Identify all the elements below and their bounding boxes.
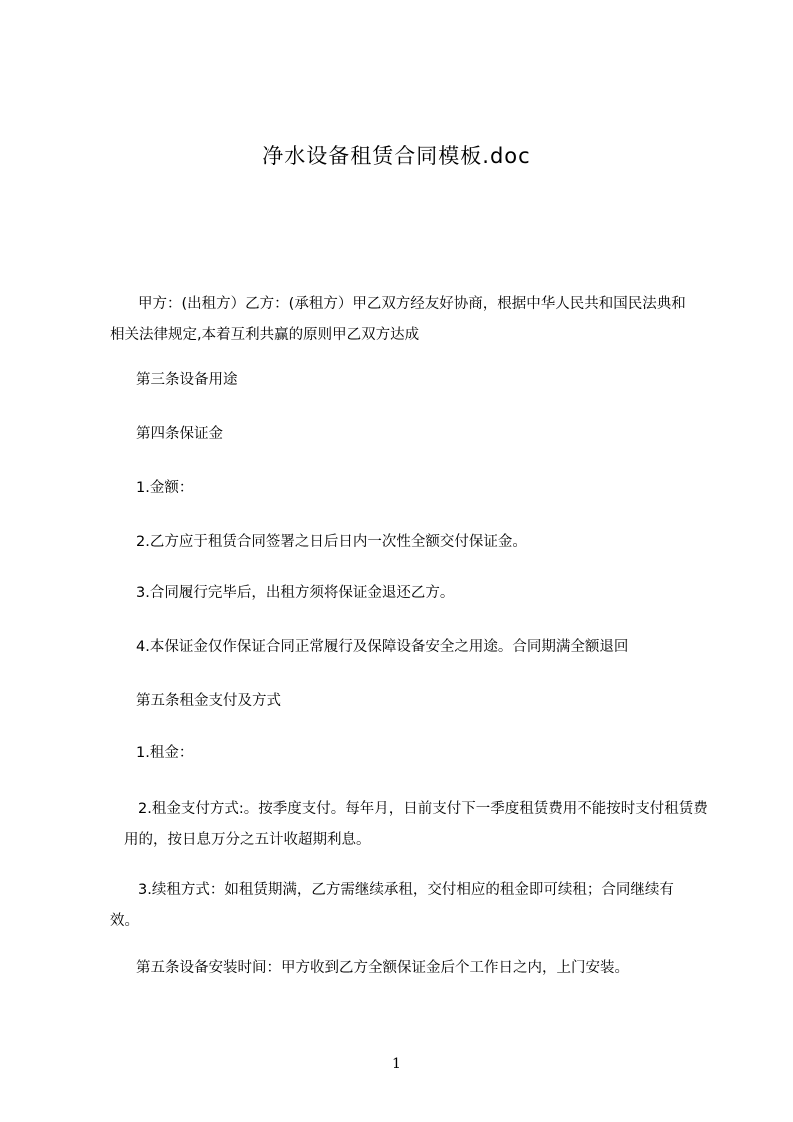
list-item-amount: 1.金额：	[136, 480, 194, 496]
section-heading-article-5-installation: 第五条设备安装时间：甲方收到乙方全额保证金后个工作日之内，上门安装。	[136, 960, 629, 976]
list-item-rent-payment-method: 2.租金支付方式:。按季度支付。每年月，日前支付下一季度租赁费用不能按时支付租赁费用的，按日息万分之五计收超期利息。	[124, 801, 708, 848]
list-item-deposit-payment: 2.乙方应于租赁合同签署之日后日内一次性全额交付保证金。	[136, 534, 527, 550]
list-item-deposit-purpose: 4.本保证金仅作保证合同正常履行及保障设备安全之用途。合同期满全额退回	[136, 639, 629, 655]
page-number: 1	[392, 1056, 401, 1072]
section-heading-article-3: 第三条设备用途	[136, 372, 238, 388]
section-heading-article-5-rent: 第五条租金支付及方式	[136, 693, 281, 709]
paragraph-intro: 甲方：(出租方）乙方：(承租方）甲乙双方经友好协商，根据中华人民共和国民法典和相关法律规定,本着互利共赢的原则甲乙双方达成	[110, 296, 686, 343]
list-item-deposit-refund: 3.合同履行完毕后，出租方须将保证金退还乙方。	[136, 585, 455, 601]
document-title: 净水设备租赁合同模板.doc	[262, 144, 531, 168]
list-item-renewal-method: 3.续租方式：如租赁期满，乙方需继续承租，交付相应的租金即可续租；合同继续有效。	[110, 882, 674, 929]
section-heading-article-4: 第四条保证金	[136, 426, 223, 442]
list-item-rent: 1.租金：	[136, 745, 194, 761]
